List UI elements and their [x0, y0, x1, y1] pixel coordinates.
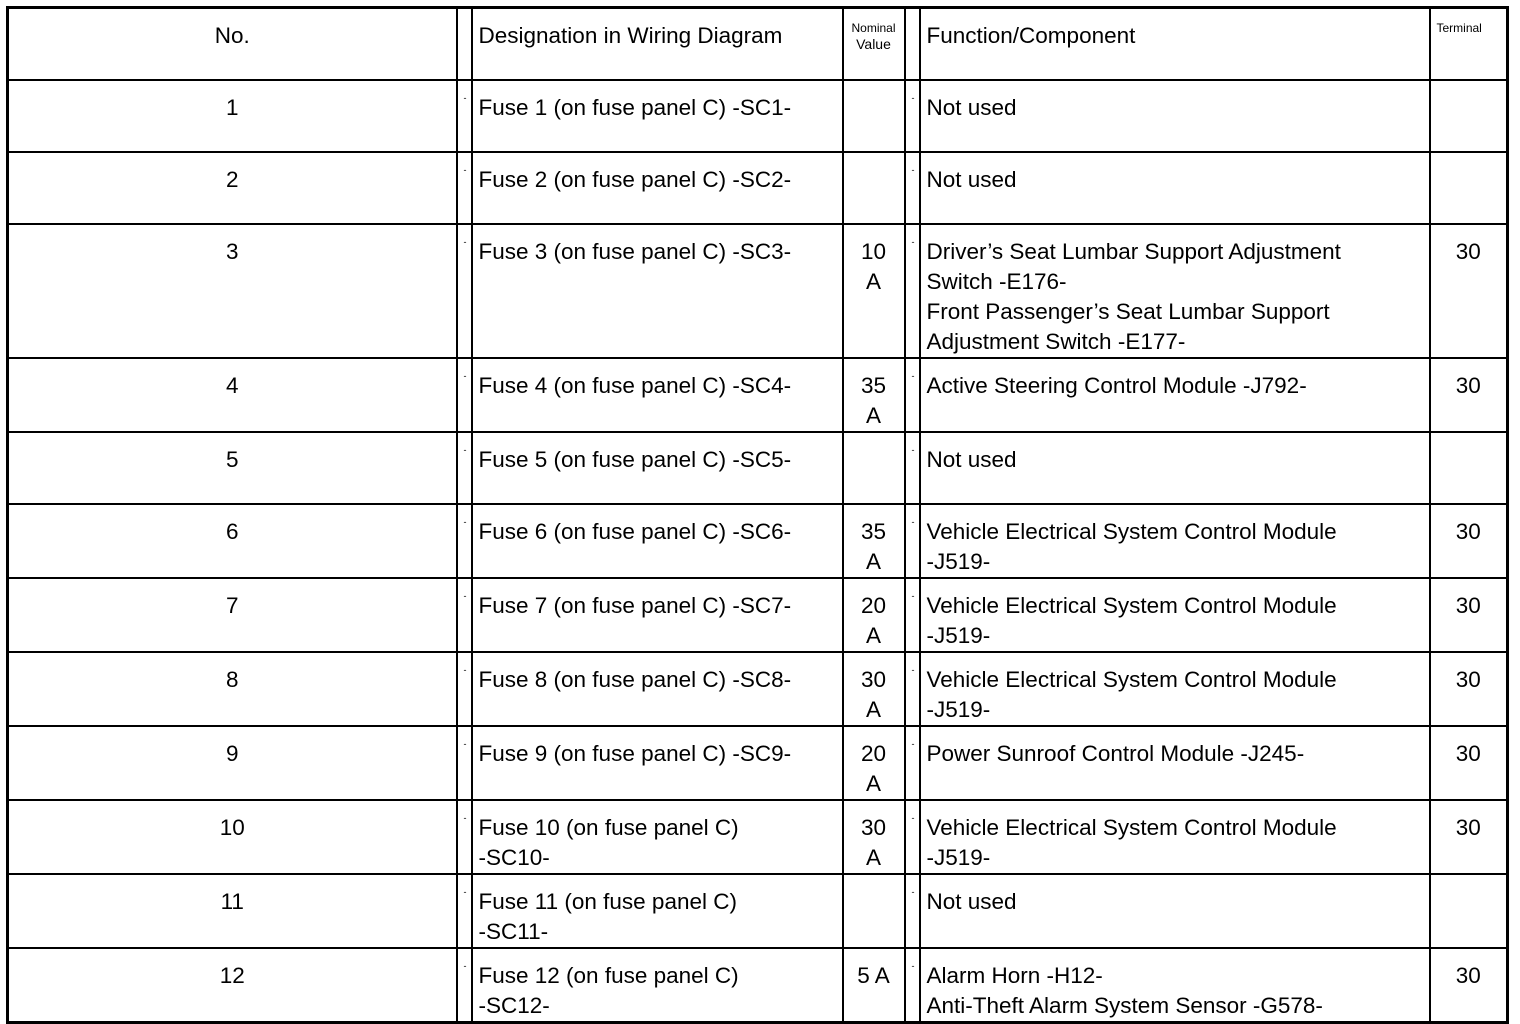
designation-cell — [472, 800, 843, 874]
designation-line: Fuse 11 (on fuse panel C) — [478, 888, 737, 914]
nominal-value-cell — [843, 358, 905, 432]
designation-cell — [472, 432, 843, 504]
designation-line: Fuse 5 (on fuse panel C) -SC5- — [478, 446, 792, 472]
table-row — [8, 578, 1508, 652]
separator-mark: - — [905, 152, 920, 224]
nominal-value-cell — [843, 432, 905, 504]
function-line: Vehicle Electrical System Control Module — [926, 518, 1337, 544]
designation-line: -SC11- — [478, 918, 549, 944]
header-terminal-label: Terminal — [1436, 21, 1482, 35]
terminal-cell: 30 — [1430, 578, 1508, 652]
separator-mark: - — [905, 224, 920, 358]
fuse-table — [6, 6, 1509, 1024]
function-cell — [920, 948, 1430, 1023]
separator-mark: - — [457, 874, 472, 948]
function-line: Alarm Horn -H12- — [926, 962, 1103, 988]
header-designation: Designation in Wiring Diagram — [472, 8, 843, 80]
designation-cell — [472, 358, 843, 432]
table-row — [8, 800, 1508, 874]
nominal-value-cell — [843, 80, 905, 152]
nominal-value-line: 20 — [860, 740, 887, 766]
nominal-value-cell — [843, 948, 905, 1023]
row-number: 5 — [8, 432, 457, 504]
terminal-cell — [1430, 432, 1508, 504]
separator-mark: - — [905, 80, 920, 152]
row-number: 4 — [8, 358, 457, 432]
function-cell — [920, 432, 1430, 504]
designation-line: Fuse 12 (on fuse panel C) — [478, 962, 739, 988]
function-line: Vehicle Electrical System Control Module — [926, 592, 1337, 618]
header-nominal-line1: Nominal — [851, 21, 896, 35]
terminal-cell: 30 — [1430, 504, 1508, 578]
designation-line: Fuse 8 (on fuse panel C) -SC8- — [478, 666, 792, 692]
separator-mark: - — [457, 152, 472, 224]
function-cell — [920, 80, 1430, 152]
designation-line: Fuse 6 (on fuse panel C) -SC6- — [478, 518, 792, 544]
function-line: Vehicle Electrical System Control Module — [926, 814, 1337, 840]
designation-line: Fuse 4 (on fuse panel C) -SC4- — [478, 372, 792, 398]
table-row — [8, 652, 1508, 726]
nominal-value-line: 10 — [860, 238, 887, 264]
function-cell — [920, 578, 1430, 652]
nominal-value-line: 35 — [860, 372, 887, 398]
function-cell — [920, 358, 1430, 432]
designation-line: Fuse 7 (on fuse panel C) -SC7- — [478, 592, 792, 618]
designation-line: -SC10- — [478, 844, 550, 870]
separator-mark: - — [905, 432, 920, 504]
terminal-cell — [1430, 80, 1508, 152]
separator-mark: - — [457, 504, 472, 578]
nominal-value-cell — [843, 224, 905, 358]
header-terminal — [1430, 8, 1508, 80]
table-row — [8, 152, 1508, 224]
nominal-value-cell — [843, 800, 905, 874]
function-cell — [920, 726, 1430, 800]
header-separator — [905, 8, 920, 80]
nominal-value-cell — [843, 504, 905, 578]
nominal-value-line: A — [865, 622, 881, 648]
row-number: 8 — [8, 652, 457, 726]
designation-line: Fuse 2 (on fuse panel C) -SC2- — [478, 166, 792, 192]
separator-mark: - — [905, 726, 920, 800]
separator-mark: - — [457, 432, 472, 504]
designation-cell — [472, 874, 843, 948]
nominal-value-line: A — [865, 402, 881, 428]
terminal-cell: 30 — [1430, 224, 1508, 358]
designation-cell — [472, 224, 843, 358]
function-line: Front Passenger’s Seat Lumbar Support — [926, 298, 1330, 324]
nominal-value-line: A — [865, 844, 881, 870]
nominal-value-line: A — [865, 548, 881, 574]
designation-cell — [472, 80, 843, 152]
function-cell — [920, 224, 1430, 358]
nominal-value-line: A — [865, 268, 881, 294]
function-line: Not used — [926, 166, 1017, 192]
designation-line: Fuse 1 (on fuse panel C) -SC1- — [478, 94, 792, 120]
row-number: 6 — [8, 504, 457, 578]
nominal-value-line: 30 — [860, 666, 887, 692]
function-line: Driver’s Seat Lumbar Support Adjustment — [926, 238, 1341, 264]
row-number: 3 — [8, 224, 457, 358]
row-number: 9 — [8, 726, 457, 800]
nominal-value-cell — [843, 874, 905, 948]
table-row — [8, 726, 1508, 800]
separator-mark: - — [905, 652, 920, 726]
function-cell — [920, 800, 1430, 874]
function-line: -J519- — [926, 548, 991, 574]
function-cell — [920, 652, 1430, 726]
table-row — [8, 948, 1508, 1023]
table-row — [8, 432, 1508, 504]
row-number: 11 — [8, 874, 457, 948]
header-separator — [457, 8, 472, 80]
terminal-cell: 30 — [1430, 652, 1508, 726]
fuse-table-container — [6, 6, 1506, 1018]
function-line: Adjustment Switch -E177- — [926, 328, 1186, 354]
separator-mark: - — [457, 652, 472, 726]
header-row — [8, 8, 1508, 80]
function-cell — [920, 152, 1430, 224]
designation-line: Fuse 9 (on fuse panel C) -SC9- — [478, 740, 792, 766]
function-line: Anti-Theft Alarm System Sensor -G578- — [926, 992, 1323, 1018]
terminal-cell — [1430, 152, 1508, 224]
row-number: 7 — [8, 578, 457, 652]
function-line: Switch -E176- — [926, 268, 1067, 294]
function-line: -J519- — [926, 696, 991, 722]
designation-cell — [472, 948, 843, 1023]
separator-mark: - — [905, 504, 920, 578]
table-row — [8, 358, 1508, 432]
nominal-value-cell — [843, 578, 905, 652]
separator-mark: - — [905, 800, 920, 874]
row-number: 2 — [8, 152, 457, 224]
separator-mark: - — [905, 874, 920, 948]
table-row — [8, 80, 1508, 152]
separator-mark: - — [457, 80, 472, 152]
function-cell — [920, 874, 1430, 948]
function-line: Not used — [926, 888, 1017, 914]
header-function: Function/Component — [920, 8, 1430, 80]
separator-mark: - — [457, 948, 472, 1023]
table-row — [8, 224, 1508, 358]
separator-mark: - — [457, 224, 472, 358]
function-line: Power Sunroof Control Module -J245- — [926, 740, 1305, 766]
nominal-value-cell — [843, 726, 905, 800]
designation-cell — [472, 652, 843, 726]
nominal-value-line: A — [865, 770, 881, 796]
function-line: Not used — [926, 94, 1017, 120]
nominal-value-line: 20 — [860, 592, 887, 618]
terminal-cell: 30 — [1430, 800, 1508, 874]
designation-cell — [472, 152, 843, 224]
separator-mark: - — [457, 800, 472, 874]
separator-mark: - — [457, 726, 472, 800]
function-cell — [920, 504, 1430, 578]
header-no: No. — [8, 8, 457, 80]
designation-cell — [472, 578, 843, 652]
terminal-cell: 30 — [1430, 948, 1508, 1023]
designation-line: -SC12- — [478, 992, 550, 1018]
separator-mark: - — [905, 578, 920, 652]
nominal-value-line: 30 — [860, 814, 887, 840]
terminal-cell: 30 — [1430, 358, 1508, 432]
row-number: 12 — [8, 948, 457, 1023]
table-row — [8, 504, 1508, 578]
table-row — [8, 874, 1508, 948]
nominal-value-line: 35 — [860, 518, 887, 544]
function-line: Not used — [926, 446, 1017, 472]
designation-line: Fuse 3 (on fuse panel C) -SC3- — [478, 238, 792, 264]
nominal-value-line: A — [865, 696, 881, 722]
nominal-value-line: 5 A — [857, 962, 890, 988]
separator-mark: - — [905, 358, 920, 432]
row-number: 1 — [8, 80, 457, 152]
header-nominal-value — [843, 8, 905, 80]
function-line: Active Steering Control Module -J792- — [926, 372, 1307, 398]
function-line: -J519- — [926, 844, 991, 870]
separator-mark: - — [457, 358, 472, 432]
separator-mark: - — [905, 948, 920, 1023]
terminal-cell: 30 — [1430, 726, 1508, 800]
nominal-value-cell — [843, 652, 905, 726]
designation-cell — [472, 504, 843, 578]
terminal-cell — [1430, 874, 1508, 948]
separator-mark: - — [457, 578, 472, 652]
function-line: Vehicle Electrical System Control Module — [926, 666, 1337, 692]
designation-cell — [472, 726, 843, 800]
nominal-value-cell — [843, 152, 905, 224]
header-nominal-line2: Value — [856, 36, 891, 52]
row-number: 10 — [8, 800, 457, 874]
function-line: -J519- — [926, 622, 991, 648]
designation-line: Fuse 10 (on fuse panel C) — [478, 814, 739, 840]
